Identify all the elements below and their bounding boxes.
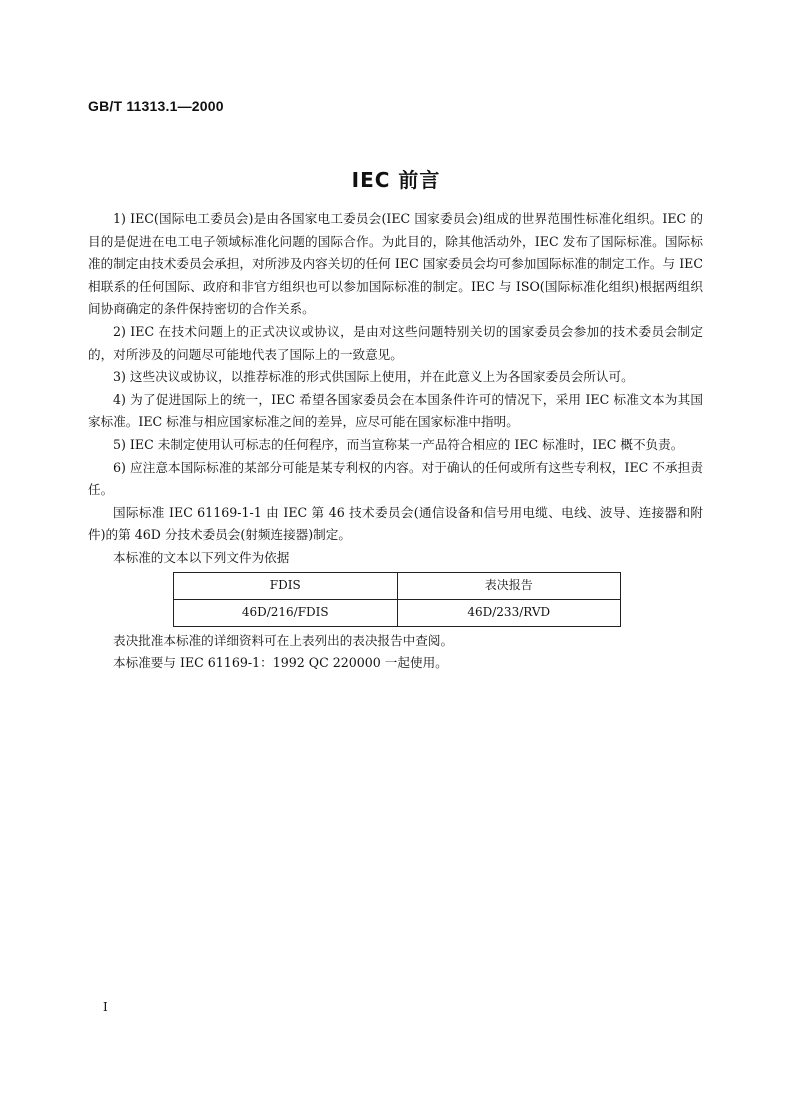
paragraph-5: 5) IEC 未制定使用认可标志的任何程序，而当宣称某一产品符合相应的 IEC 标准时，IEC 概不负责。 — [113, 436, 684, 452]
table-cell: 46D/233/RVD — [397, 599, 621, 626]
page-number: I — [103, 1000, 108, 1014]
table-cell: 46D/216/FDIS — [174, 599, 398, 626]
paragraph-4: 4) 为了促进国际上的统一，IEC 希望各国家委员会在本国条件许可的情况下，采用 IEC 标准文本为其国家标准。IEC 标准与相应国家标准之间的差异，应尽可能在国家标准中指明。 — [88, 391, 703, 430]
page-title: IEC 前言 — [351, 168, 441, 192]
table-header-row — [174, 572, 621, 599]
paragraph-usage: 本标准要与 IEC 61169-1：1992 QC 220000 一起使用。 — [113, 655, 448, 671]
paragraph-basis: 本标准的文本以下列文件为依据 — [113, 549, 290, 565]
document-basis-table — [173, 572, 621, 627]
paragraph-2: 2) IEC 在技术问题上的正式决议或协议，是由对这些问题特别关切的国家委员会参加的技术委员会制定的，对所涉及的问题尽可能地代表了国际上的一致意见。 — [88, 323, 703, 362]
paragraph-voting-details: 表决批准本标准的详细资料可在上表列出的表决报告中查阅。 — [113, 632, 454, 648]
table-row — [174, 599, 621, 626]
table-header-cell: FDIS — [174, 572, 398, 599]
document-id: GB/T 11313.1—2000 — [88, 98, 224, 114]
paragraph-1: 1) IEC(国际电工委员会)是由各国家电工委员会(IEC 国家委员会)组成的世界范围性标准化组织。IEC 的目的是促进在电工电子领域标准化问题的国际合作。为此目的，除其他活动外，IEC 发布了国际标准。国际标准的制定由技术委员会承担，对所涉及内容关切的任何 IEC 国家委员会均可参加国际标准的制定工作。与 IEC 相联系的任何国际、政府和非官方组织也可以参加国际标准的制定。IEC 与 ISO(国际标准化组织)根据两组织间协商确定的条件保持密切的合作关系。 — [88, 211, 703, 317]
paragraph-3: 3) 这些决议或协议，以推荐标准的形式供国际上使用，并在此意义上为各国家委员会所认可。 — [113, 369, 634, 385]
paragraph-origin: 国际标准 IEC 61169-1-1 由 IEC 第 46 技术委员会(通信设备和信号用电缆、电线、波导、连接器和附件)的第 46D 分技术委员会(射频连接器)制定。 — [88, 504, 703, 543]
table-header-cell: 表决报告 — [397, 572, 621, 599]
paragraph-6: 6) 应注意本国际标准的某部分可能是某专利权的内容。对于确认的任何或所有这些专利权，IEC 不承担责任。 — [88, 459, 703, 498]
document-body — [88, 208, 703, 675]
